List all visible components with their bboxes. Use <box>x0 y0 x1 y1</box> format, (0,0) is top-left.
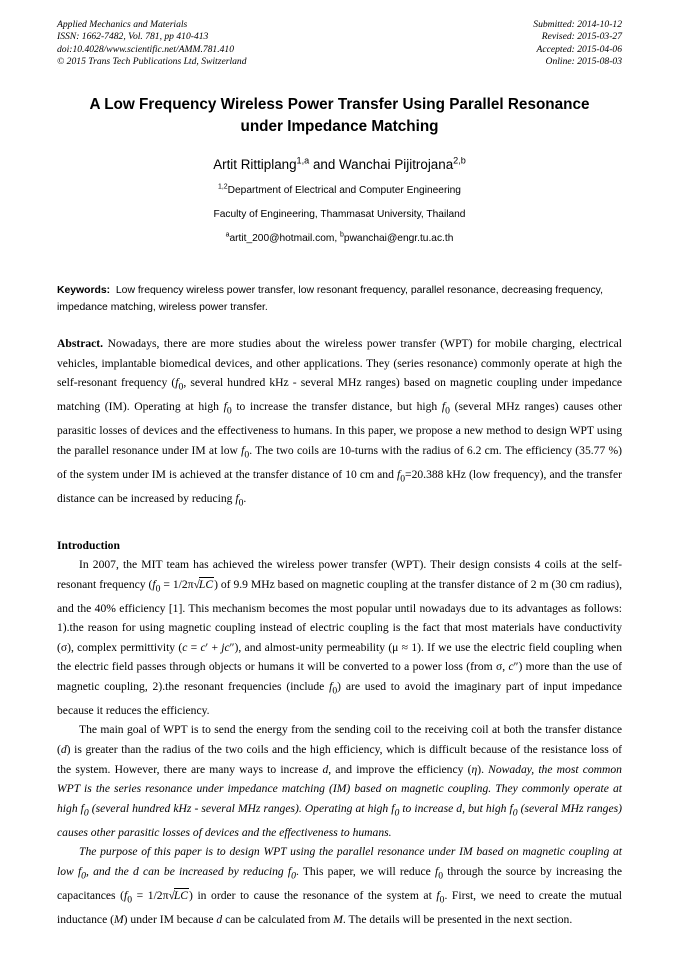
intro-p3-f0-sub-5: 0 <box>439 894 445 906</box>
intro-p3-d-1: d <box>133 864 139 878</box>
intro-p1-c-3: c <box>224 640 230 654</box>
intro-p3-M-1: M <box>113 912 124 926</box>
intro-p3-f0-4: f <box>124 888 128 902</box>
abstract-f0-sub-4: 0 <box>244 449 250 461</box>
keywords-section <box>57 283 622 316</box>
abstract-section <box>57 334 622 512</box>
abstract-text-7: . <box>243 491 247 505</box>
sqrt-expression-2 <box>168 889 189 902</box>
intro-p1-text-6: ), and almost-unity permeability (μ ≈ 1). If we use the electric field coupling when the electric field passes through objects or humans it will be converted to a power loss (from σ, <box>57 640 622 674</box>
keywords-text: Low frequency wireless power transfer, low resonant frequency, parallel resonance, decreasing frequency, impedance matching, wireless power transfer. <box>57 285 603 313</box>
abstract-text-1: Nowadays, there are more studies about the wireless power transfer (WPT) for mobile charging, electrical vehicles, implantable biomedical devices, and other applications. They (series resonance) commonly operate at high the self-resonant frequency ( <box>57 337 622 390</box>
intro-p3-f0-5: f <box>436 888 440 902</box>
author-name-1: Artit Rittiplang <box>213 157 297 173</box>
journal-name: Applied Mechanics and Materials <box>57 19 188 30</box>
abstract-f0-6: f <box>235 491 239 505</box>
intro-p2-text-1: The main goal of WPT is to send the energy from the sending coil to the receiving coil at both the transfer distance ( <box>57 723 622 757</box>
intro-p3-text-5: . First, we need to create the mutual inductance ( <box>57 888 622 926</box>
abstract-f0-sub-1: 0 <box>178 381 184 393</box>
email-marker-a: a <box>225 231 230 239</box>
intro-p3-text-4: ) in order to cause the resonance of the system at <box>189 888 437 902</box>
abstract-f0-sub-3: 0 <box>445 405 450 417</box>
intro-p2-italic-4: , but high <box>462 801 510 815</box>
intro-p3-f0-sub-2: 0 <box>291 870 296 882</box>
intro-p3-f0-sub-4: 0 <box>127 894 133 906</box>
sqrt-icon-2: √ <box>168 888 175 902</box>
intro-p2-d-2: d <box>322 762 329 776</box>
intro-p3-text-6: ) under IM because <box>123 912 217 926</box>
intro-p2-d-3: d <box>456 801 463 815</box>
intro-p3-text-1: . This paper, we will reduce <box>295 864 435 878</box>
intro-p3-text-2: through the source by increasing the capacitances ( <box>57 864 623 902</box>
abstract-text-4: (several MHz ranges) causes other parasitic losses of devices and the effectiveness to humans. In this paper, we propose a new method to design WPT using the parallel resonance under IM at low <box>57 400 623 457</box>
intro-p1-c-1: c <box>182 640 188 654</box>
intro-p2-f0-2: f <box>391 801 395 815</box>
affiliation-department <box>57 184 622 198</box>
intro-p3-italic-1: The purpose of this paper is to design WPT using the parallel resonance under IM based on magnetic coupling at low <box>57 845 622 878</box>
intro-p3-text-3: = 1/2π <box>132 888 169 902</box>
abstract-f0-sub-2: 0 <box>226 405 232 417</box>
intro-p1-text-1: In 2007, the MIT team has achieved the wireless power transfer (WPT). Their design consists 4 coils at the self-resonant frequency ( <box>57 558 622 591</box>
title-line-1: A Low Frequency Wireless Power Transfer Using Parallel Resonance <box>89 96 590 114</box>
date-revised: Revised: 2015-03-27 <box>541 31 622 43</box>
abstract-text-5: . The two coils are 10-turns with the radius of 6.2 cm. The efficiency (35.77 %) of the system under IM is achieved at the transfer distance of 10 cm and <box>57 443 622 481</box>
intro-p2-italic-3: to increase <box>399 801 457 815</box>
author-affiliation-marker-1: 1,a <box>296 155 310 166</box>
intro-p1-text-8: ) are used to avoid the imaginary part of input impedance because it reduces the efficiency. <box>57 679 622 717</box>
intro-p1-text-2: = 1/2π <box>160 577 194 591</box>
introduction-paragraph-3 <box>57 842 622 929</box>
intro-p1-text-3: ) of 9.9 MHz based on magnetic coupling at the transfer distance of 2 m (30 cm radius), and the 40% efficiency [1]. This mechanism becomes the most popular until nowadays due to its advantages as follows: 1).the reason for using magnetic coupling instead of electric coupling is the fact that most materials have conductivity (σ), complex permittivity ( <box>57 577 622 654</box>
intro-p3-text-8: . The details will be presented in the next section. <box>342 912 573 926</box>
intro-p1-prime-1: ′ <box>205 640 209 654</box>
intro-p3-italic-3: can be increased by reducing <box>138 864 288 878</box>
intro-p2-text-4: ). <box>477 762 489 776</box>
intro-p3-M-2: M <box>333 912 343 926</box>
author-name-2: Wanchai Pijitrojana <box>339 157 454 173</box>
intro-p1-f0-1: f <box>152 577 156 591</box>
page-title <box>57 94 622 138</box>
intro-p2-f0-sub-1: 0 <box>83 807 89 819</box>
sqrt-radicand-2: LC <box>173 888 189 902</box>
intro-p1-f0-sub-1: 0 <box>155 583 161 594</box>
affiliation-marker: 1,2 <box>218 183 228 191</box>
abstract-f0-4: f <box>241 443 245 457</box>
intro-p1-f0-2: f <box>329 679 333 693</box>
author-conjunction: and <box>309 157 340 173</box>
abstract-text-3: to increase the transfer distance, but high <box>231 400 442 414</box>
affiliation-block <box>57 184 622 246</box>
author-list <box>57 155 622 174</box>
intro-p3-f0-1: f <box>77 864 82 878</box>
abstract-text-6: =20.388 kHz (low frequency), and the transfer distance can be increased by reducing <box>57 467 622 505</box>
intro-p2-f0-sub-3: 0 <box>512 807 518 819</box>
intro-p2-d-1: d <box>60 743 67 757</box>
title-line-2: under Impedance Matching <box>240 118 439 136</box>
abstract-f0-sub-6: 0 <box>238 496 244 508</box>
sqrt-icon: √ <box>193 577 200 591</box>
abstract-f0-2: f <box>223 400 227 414</box>
intro-p3-f0-2: f <box>287 864 292 878</box>
intro-p1-j: j <box>221 640 225 654</box>
introduction-paragraph-2 <box>57 720 622 842</box>
journal-issn-volume: ISSN: 1662-7482, Vol. 781, pp 410-413 <box>57 31 209 43</box>
intro-p1-c-2: c <box>200 640 206 654</box>
sqrt-expression-1 <box>194 578 215 591</box>
keywords-label: Keywords: <box>57 285 111 297</box>
intro-p2-f0-sub-2: 0 <box>394 807 400 819</box>
intro-p3-d-2: d <box>216 912 223 926</box>
abstract-text-2: , several hundred kHz - several MHz ranges) based on magnetic coupling under impedance matching (IM). Operating at high <box>57 376 622 414</box>
author-affiliation-marker-2: 2,b <box>453 155 466 166</box>
intro-p2-italic-1: Nowaday, the most common WPT is the series resonance under impedance matching (IM) based on magnetic coupling. They commonly operate at high <box>57 762 622 815</box>
intro-p1-text-4: = <box>187 640 201 654</box>
abstract-f0-1: f <box>175 376 179 390</box>
email-address-a: artit_200@hotmail.com, <box>229 233 341 245</box>
intro-p1-prime-2: ″ <box>229 640 235 654</box>
abstract-f0-5: f <box>396 467 401 481</box>
journal-copyright: © 2015 Trans Tech Publications Ltd, Switzerland <box>57 55 247 67</box>
section-heading-introduction: Introduction <box>57 538 120 552</box>
intro-p1-text-5: + <box>208 640 222 654</box>
journal-doi: doi:10.4028/www.scientific.net/AMM.781.410 <box>57 43 235 55</box>
intro-p2-text-3: , and improve the efficiency ( <box>328 762 472 776</box>
intro-p3-f0-sub-1: 0 <box>81 870 86 882</box>
intro-p2-italic-5: (several MHz ranges) causes other parasitic losses of devices and the effectiveness to humans. <box>57 801 622 839</box>
intro-p2-eta: η <box>471 762 478 776</box>
introduction-paragraph-1 <box>57 555 622 720</box>
date-online: Online: 2015-08-03 <box>545 55 622 67</box>
affiliation-department-text: Department of Electrical and Computer Engineering <box>227 185 461 197</box>
journal-header-right <box>533 19 622 68</box>
date-submitted: Submitted: 2014-10-12 <box>533 19 622 30</box>
intro-p2-italic-2: (several hundred kHz - several MHz ranges). Operating at high <box>88 801 392 815</box>
affiliation-faculty: Faculty of Engineering, Thammasat University, Thailand <box>213 209 466 221</box>
abstract-f0-3: f <box>441 400 446 414</box>
intro-p2-f0-1: f <box>80 801 84 815</box>
abstract-label: Abstract. <box>57 337 104 351</box>
journal-header-left <box>57 19 247 68</box>
author-emails <box>57 232 622 246</box>
page-content <box>57 19 622 929</box>
abstract-f0-sub-5: 0 <box>400 473 406 484</box>
sqrt-radicand-1: LC <box>198 577 214 591</box>
intro-p2-text-2: ) is greater than the radius of the two coils and the high efficiency, which is difficult because of the resistance loss of the system. However, there are many ways to increase <box>57 743 622 776</box>
email-address-b: pwanchai@engr.tu.ac.th <box>343 233 454 245</box>
intro-p1-c-4: c <box>508 660 514 674</box>
intro-p1-prime-3: ″ <box>513 660 519 674</box>
intro-p3-text-7: can be calculated from <box>222 912 334 926</box>
intro-p2-f0-3: f <box>509 801 513 815</box>
email-marker-b: b <box>340 231 344 239</box>
journal-header <box>57 19 622 68</box>
intro-p3-italic-2: , and the <box>86 864 133 878</box>
intro-p3-f0-sub-3: 0 <box>438 870 444 882</box>
intro-p1-f0-sub-2: 0 <box>332 685 338 697</box>
intro-p3-f0-3: f <box>434 864 439 878</box>
date-accepted: Accepted: 2015-04-06 <box>536 43 622 55</box>
intro-p1-text-7: ) more than the use of magnetic coupling, 2).the resonant frequencies (include <box>57 660 622 693</box>
